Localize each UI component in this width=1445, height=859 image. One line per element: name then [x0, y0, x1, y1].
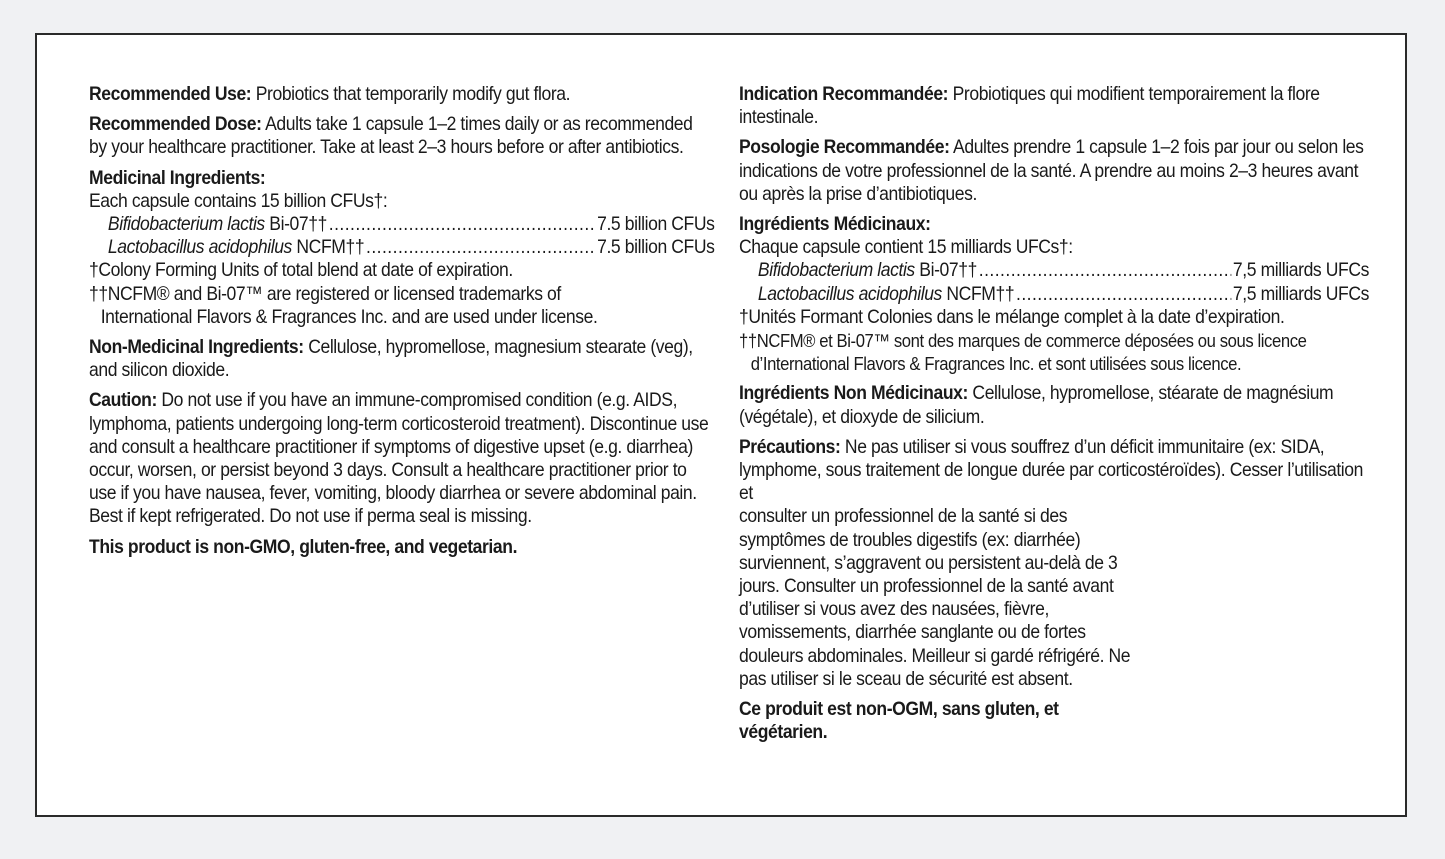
footnote-trademark-cont: International Flavors & Fragrances Inc. and are used under license. — [100, 305, 598, 328]
indication-text: Probiotiques qui modifient temporairement la flore intestinale. — [739, 83, 1320, 129]
medicinal-ingredients-label: Medicinal Ingredients: — [89, 166, 266, 189]
ingredients-non-medicinaux — [739, 382, 1369, 428]
posologie-label: Posologie Recommandée: — [739, 136, 950, 159]
recommended-dose-label: Recommended Dose: — [89, 113, 262, 136]
precautions-text: Ne pas utiliser si vous souffrez d’un déficit immunitaire (ex: SIDA, lymphome, sous traitement de longue durée par corticostéroïdes). Cesser l’utilisation et — [739, 435, 1364, 505]
precautions-label: Précautions: — [739, 435, 841, 458]
posologie-text: Adultes prendre 1 capsule 1–2 fois par jour ou selon les indications de votre professionnel de la santé. A prendre au moins 2–3 heures avant ou après la prise d’antibiotiques. — [739, 136, 1364, 205]
ingredient-row — [739, 283, 1369, 306]
footnote-marques-cont: d’International Flavors & Fragrances Inc. et sont utilisées sous licence. — [750, 353, 1242, 375]
leader-dots — [329, 213, 596, 236]
recommended-dose-text: Adults take 1 capsule 1–2 times daily or as recommended by your healthcare practitioner. Take at least 2–3 hours before or after antibiotics. — [89, 113, 693, 159]
label-panel — [35, 33, 1407, 817]
ingredient-row — [89, 236, 715, 259]
ingredient-name: Bifidobacterium lactis — [107, 213, 265, 236]
leader-dots — [979, 259, 1231, 282]
ingredient-amount: 7.5 billion CFUs — [597, 236, 715, 259]
caution-label: Caution: — [89, 389, 157, 412]
ingredient-row — [89, 213, 715, 236]
footnote-cfu: †Colony Forming Units of total blend at date of expiration. — [89, 259, 513, 282]
leader-dots — [1016, 283, 1231, 306]
indication-label: Indication Recommandée: — [739, 83, 949, 105]
ingredient-row — [739, 259, 1369, 282]
ingredient-amount: 7,5 milliards UFCs — [1232, 259, 1369, 282]
ingredients-medicinaux-intro: Chaque capsule contient 15 milliards UFCs†: — [739, 236, 1073, 259]
produit-claim — [739, 698, 1369, 744]
ingredient-name: Bifidobacterium lactis — [757, 259, 915, 282]
ingredient-amount: 7.5 billion CFUs — [597, 213, 715, 236]
recommended-dose — [89, 113, 715, 159]
medicinal-ingredients-intro: Each capsule contains 15 billion CFUs†: — [89, 189, 388, 212]
non-medicinaux-text: Cellulose, hypromellose, stéarate de magnésium (végétale), et dioxyde de silicium. — [739, 382, 1334, 428]
ingredient-strain: NCFM†† — [946, 282, 1015, 305]
medicinal-ingredients — [89, 167, 715, 329]
ingredient-name: Lactobacillus acidophilus — [757, 282, 942, 305]
footnote-marques: ††NCFM® et Bi-07™ sont des marques de commerce déposées ou sous licence — [739, 330, 1307, 352]
precautions — [739, 436, 1369, 691]
leader-dots — [366, 236, 595, 259]
recommended-use-text: Probiotics that temporarily modify gut flora. — [255, 83, 571, 105]
non-medicinal-ingredients — [89, 336, 715, 382]
ingredient-name: Lactobacillus acidophilus — [107, 236, 292, 259]
non-medicinal-label: Non-Medicinal Ingredients: — [89, 336, 304, 359]
ingredients-medicinaux — [739, 213, 1369, 375]
ingredient-strain: Bi-07†† — [269, 213, 327, 236]
english-column — [89, 83, 715, 566]
precautions-text-cont: consulter un professionnel de la santé si des symptômes de troubles digestifs (ex: diarrhée) surviennent, s’aggravent ou persistent au-delà de 3 jours. Consulter un professionnel de la santé avant d’utiliser si vous avez des nausées, fièvre, vomissements, diarrhée sanglante ou de fortes douleurs abdominales. Meilleur si gardé réfrigéré. Ne pas utiliser si le sceau de sécurité est absent. — [739, 505, 1131, 690]
recommended-use — [89, 83, 715, 106]
caution-text: Do not use if you have an immune-compromised condition (e.g. AIDS, lymphoma, patients undergoing long-term corticosteroid treatment). Discontinue use and consult a healthcare practitioner if symptoms of digestive upset (e.g. diarrhea) occur, worsen, or persist beyond 3 days. Consult a healthcare practitioner prior to use if you have nausea, fever, vomiting, bloody diarrhea or severe abdominal pain. Best if kept refrigerated. Do not use if perma seal is missing. — [89, 389, 709, 528]
caution — [89, 389, 715, 528]
ingredient-amount: 7,5 milliards UFCs — [1232, 282, 1369, 305]
product-claim-text: This product is non-GMO, gluten-free, and vegetarian. — [89, 535, 518, 558]
non-medicinaux-label: Ingrédients Non Médicinaux: — [739, 382, 968, 405]
ingredients-medicinaux-label: Ingrédients Médicinaux: — [739, 213, 931, 236]
footnote-trademark: ††NCFM® and Bi-07™ are registered or licensed trademarks of — [89, 282, 561, 305]
posologie-recommandee — [739, 136, 1369, 206]
footnote-ufc: †Unités Formant Colonies dans le mélange complet à la date d’expiration. — [739, 305, 1285, 328]
indication-recommandee — [739, 83, 1369, 129]
recommended-use-label: Recommended Use: — [89, 83, 252, 105]
french-column — [739, 83, 1369, 751]
product-claim — [89, 536, 715, 559]
ingredient-strain: Bi-07†† — [919, 259, 977, 282]
ingredient-strain: NCFM†† — [296, 236, 365, 259]
non-medicinal-text: Cellulose, hypromellose, magnesium stearate (veg), and silicon dioxide. — [89, 336, 693, 382]
produit-claim-text: Ce produit est non-OGM, sans gluten, et végétarien. — [739, 698, 1059, 744]
